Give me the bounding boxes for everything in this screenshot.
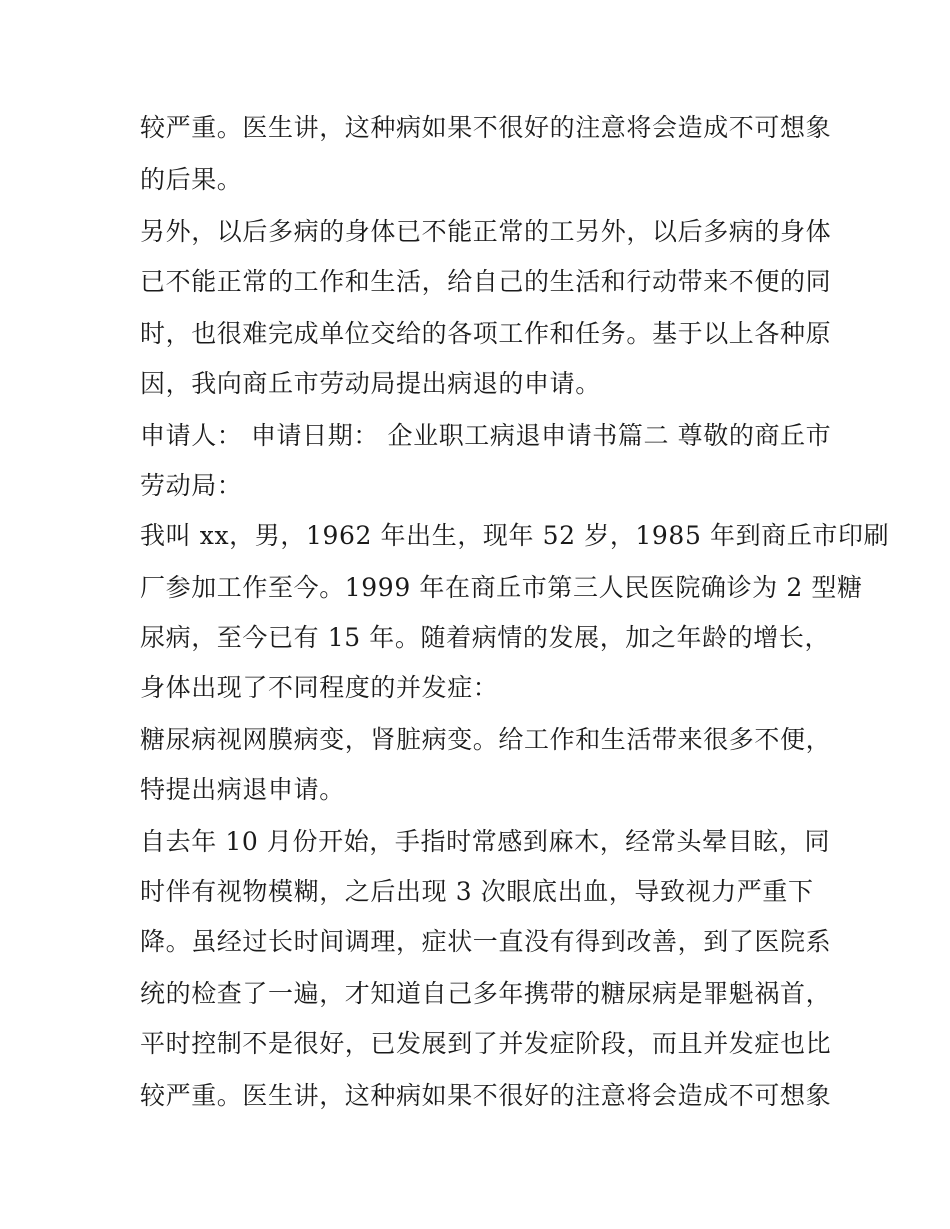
text-line: 特提出病退申请。 xyxy=(140,775,345,804)
text-line: 已不能正常的工作和生活，给自己的生活和行动带来不便的同 xyxy=(140,267,832,296)
text-line: 平时控制不是很好，已发展到了并发症阶段，而且并发症也比 xyxy=(140,1029,832,1058)
text-line: 尿病，至今已有 15 年。随着病情的发展，加之年龄的增长， xyxy=(140,623,831,652)
text-line: 糖尿病视网膜病变，肾脏病变。给工作和生活带来很多不便， xyxy=(140,725,832,754)
text-line: 厂参加工作至今。1999 年在商丘市第三人民医院确诊为 2 型糖 xyxy=(140,573,863,602)
text-line: 劳动局： xyxy=(140,471,243,500)
text-line: 因，我向商丘市劳动局提出病退的申请。 xyxy=(140,369,601,398)
text-line: 身体出现了不同程度的并发症： xyxy=(140,673,499,702)
text-line: 申请人： 申请日期： 企业职工病退申请书篇二 尊敬的商丘市 xyxy=(140,421,832,450)
text-line: 的后果。 xyxy=(140,165,243,194)
text-line: 较严重。医生讲，这种病如果不很好的注意将会造成不可想象 xyxy=(140,113,832,142)
text-line: 降。虽经过长时间调理，症状一直没有得到改善，到了医院系 xyxy=(140,927,832,956)
text-line: 自去年 10 月份开始，手指时常感到麻木，经常头晕目眩，同 xyxy=(140,827,831,856)
text-line: 统的检查了一遍，才知道自己多年携带的糖尿病是罪魁祸首， xyxy=(140,979,832,1008)
text-line: 另外，以后多病的身体已不能正常的工另外，以后多病的身体 xyxy=(140,217,832,246)
text-line: 时，也很难完成单位交给的各项工作和任务。基于以上各种原 xyxy=(140,319,832,348)
text-line: 时伴有视物模糊，之后出现 3 次眼底出血，导致视力严重下 xyxy=(140,877,814,906)
text-line: 较严重。医生讲，这种病如果不很好的注意将会造成不可想象 xyxy=(140,1081,832,1110)
text-line: 我叫 xx，男，1962 年出生，现年 52 岁，1985 年到商丘市印刷 xyxy=(140,521,890,550)
